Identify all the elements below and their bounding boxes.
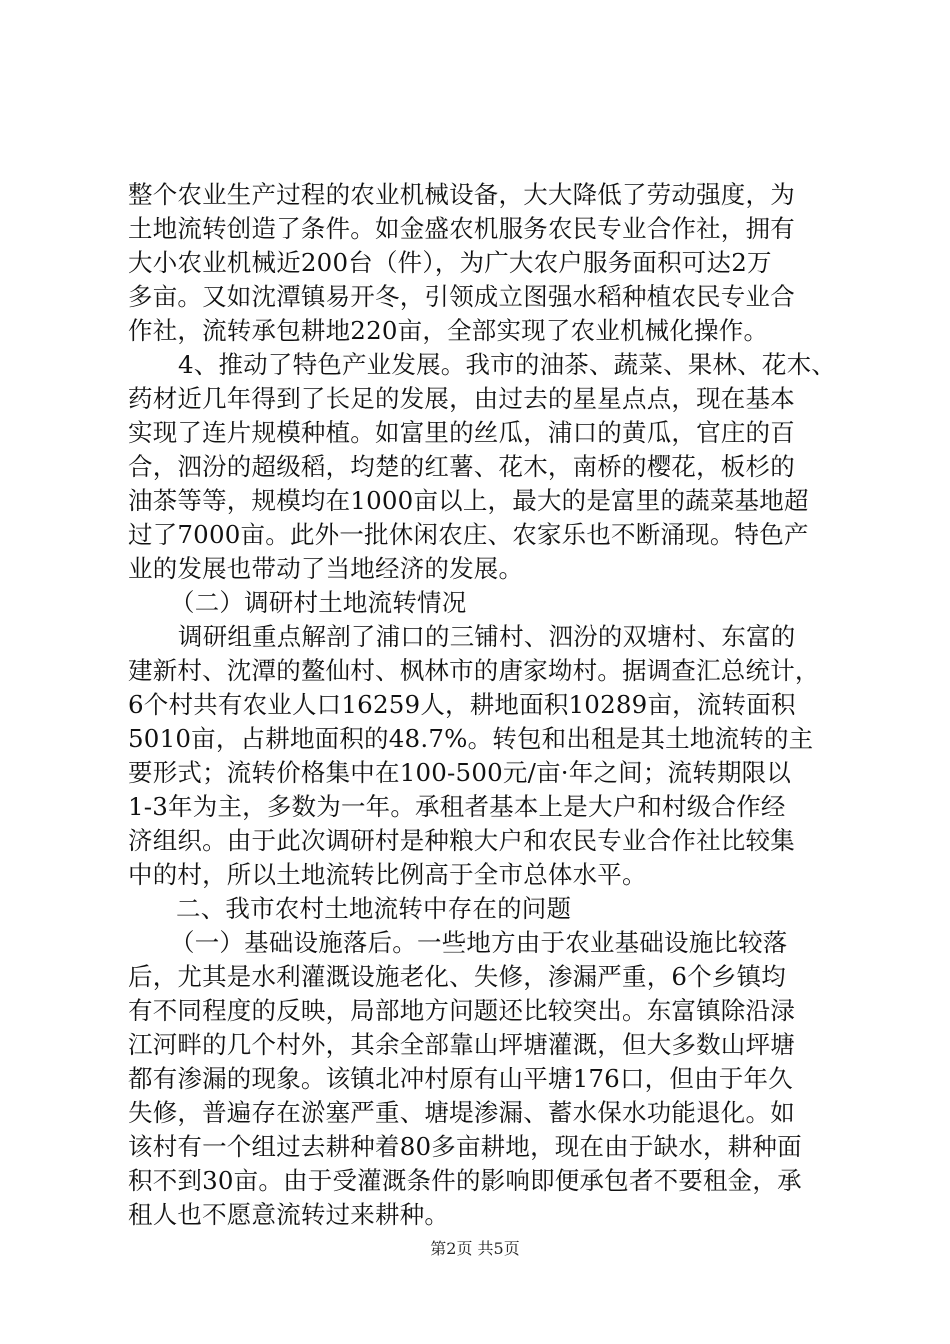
body-text-line: 作社，流转承包耕地220亩，全部实现了农业机械化操作。 <box>128 316 769 345</box>
body-text-line: 过了7000亩。此外一批休闲农庄、农家乐也不断涌现。特色产 <box>128 520 809 549</box>
body-text-line: （一）基础设施落后。一些地方由于农业基础设施比较落 <box>170 928 788 957</box>
section-heading-4: 4、推动了特色产业发展。我市的油茶、蔬菜、果林、花木、 <box>178 350 836 379</box>
body-text-line: 油茶等等，规模均在1000亩以上，最大的是富里的蔬菜基地超 <box>128 486 809 515</box>
section-heading-2: 二、我市农村土地流转中存在的问题 <box>176 894 572 923</box>
body-text-line: 积不到30亩。由于受灌溉条件的影响即便承包者不要租金，承 <box>128 1166 802 1195</box>
body-text-line: 药材近几年得到了长足的发展，由过去的星星点点，现在基本 <box>128 384 795 413</box>
body-text-line: 后，尤其是水利灌溉设施老化、失修，渗漏严重，6个乡镇均 <box>128 962 786 991</box>
body-text-line: 该村有一个组过去耕种着80多亩耕地，现在由于缺水，耕种面 <box>128 1132 802 1161</box>
body-text-line: 合，泗汾的超级稻，均楚的红薯、花木，南桥的樱花，板杉的 <box>128 452 795 481</box>
body-text-line: 有不同程度的反映，局部地方问题还比较突出。东富镇除沿渌 <box>128 996 795 1025</box>
page-footer: 第2页 共5页 <box>430 1239 520 1258</box>
body-text-line: 调研组重点解剖了浦口的三铺村、泗汾的双塘村、东富的 <box>178 622 796 651</box>
body-text-line: 要形式；流转价格集中在100-500元/亩·年之间；流转期限以 <box>128 758 792 787</box>
body-text-line: 业的发展也带动了当地经济的发展。 <box>128 554 524 583</box>
body-text-line: 5010亩，占耕地面积的48.7%。转包和出租是其土地流转的主 <box>128 724 814 753</box>
body-text-line: 6个村共有农业人口16259人，耕地面积10289亩，流转面积 <box>128 690 796 719</box>
subsection-heading: （二）调研村土地流转情况 <box>170 588 467 617</box>
body-text-line: 多亩。又如沈潭镇易开冬，引领成立图强水稻种植农民专业合 <box>128 282 795 311</box>
body-text-line: 租人也不愿意流转过来耕种。 <box>128 1200 450 1229</box>
body-text-line: 中的村，所以土地流转比例高于全市总体水平。 <box>128 860 647 889</box>
body-text-line: 都有渗漏的现象。该镇北冲村原有山平塘176口，但由于年久 <box>128 1064 793 1093</box>
body-text-line: 1-3年为主，多数为一年。承租者基本上是大户和村级合作经 <box>128 792 786 821</box>
body-text-line: 建新村、沈潭的鳌仙村、枫林市的唐家坳村。据调查汇总统计， <box>128 656 820 685</box>
body-text-line: 大小农业机械近200台（件），为广大农户服务面积可达2万 <box>128 248 772 277</box>
body-text-line: 土地流转创造了条件。如金盛农机服务农民专业合作社，拥有 <box>128 214 795 243</box>
body-text-line: 江河畔的几个村外，其余全部靠山坪塘灌溉，但大多数山坪塘 <box>128 1030 795 1059</box>
body-text-line: 实现了连片规模种植。如富里的丝瓜，浦口的黄瓜，官庄的百 <box>128 418 795 447</box>
body-text-line: 济组织。由于此次调研村是种粮大户和农民专业合作社比较集 <box>128 826 795 855</box>
body-text-line: 失修，普遍存在淤塞严重、塘堤渗漏、蓄水保水功能退化。如 <box>128 1098 795 1127</box>
body-text-line: 整个农业生产过程的农业机械设备，大大降低了劳动强度，为 <box>128 180 795 209</box>
